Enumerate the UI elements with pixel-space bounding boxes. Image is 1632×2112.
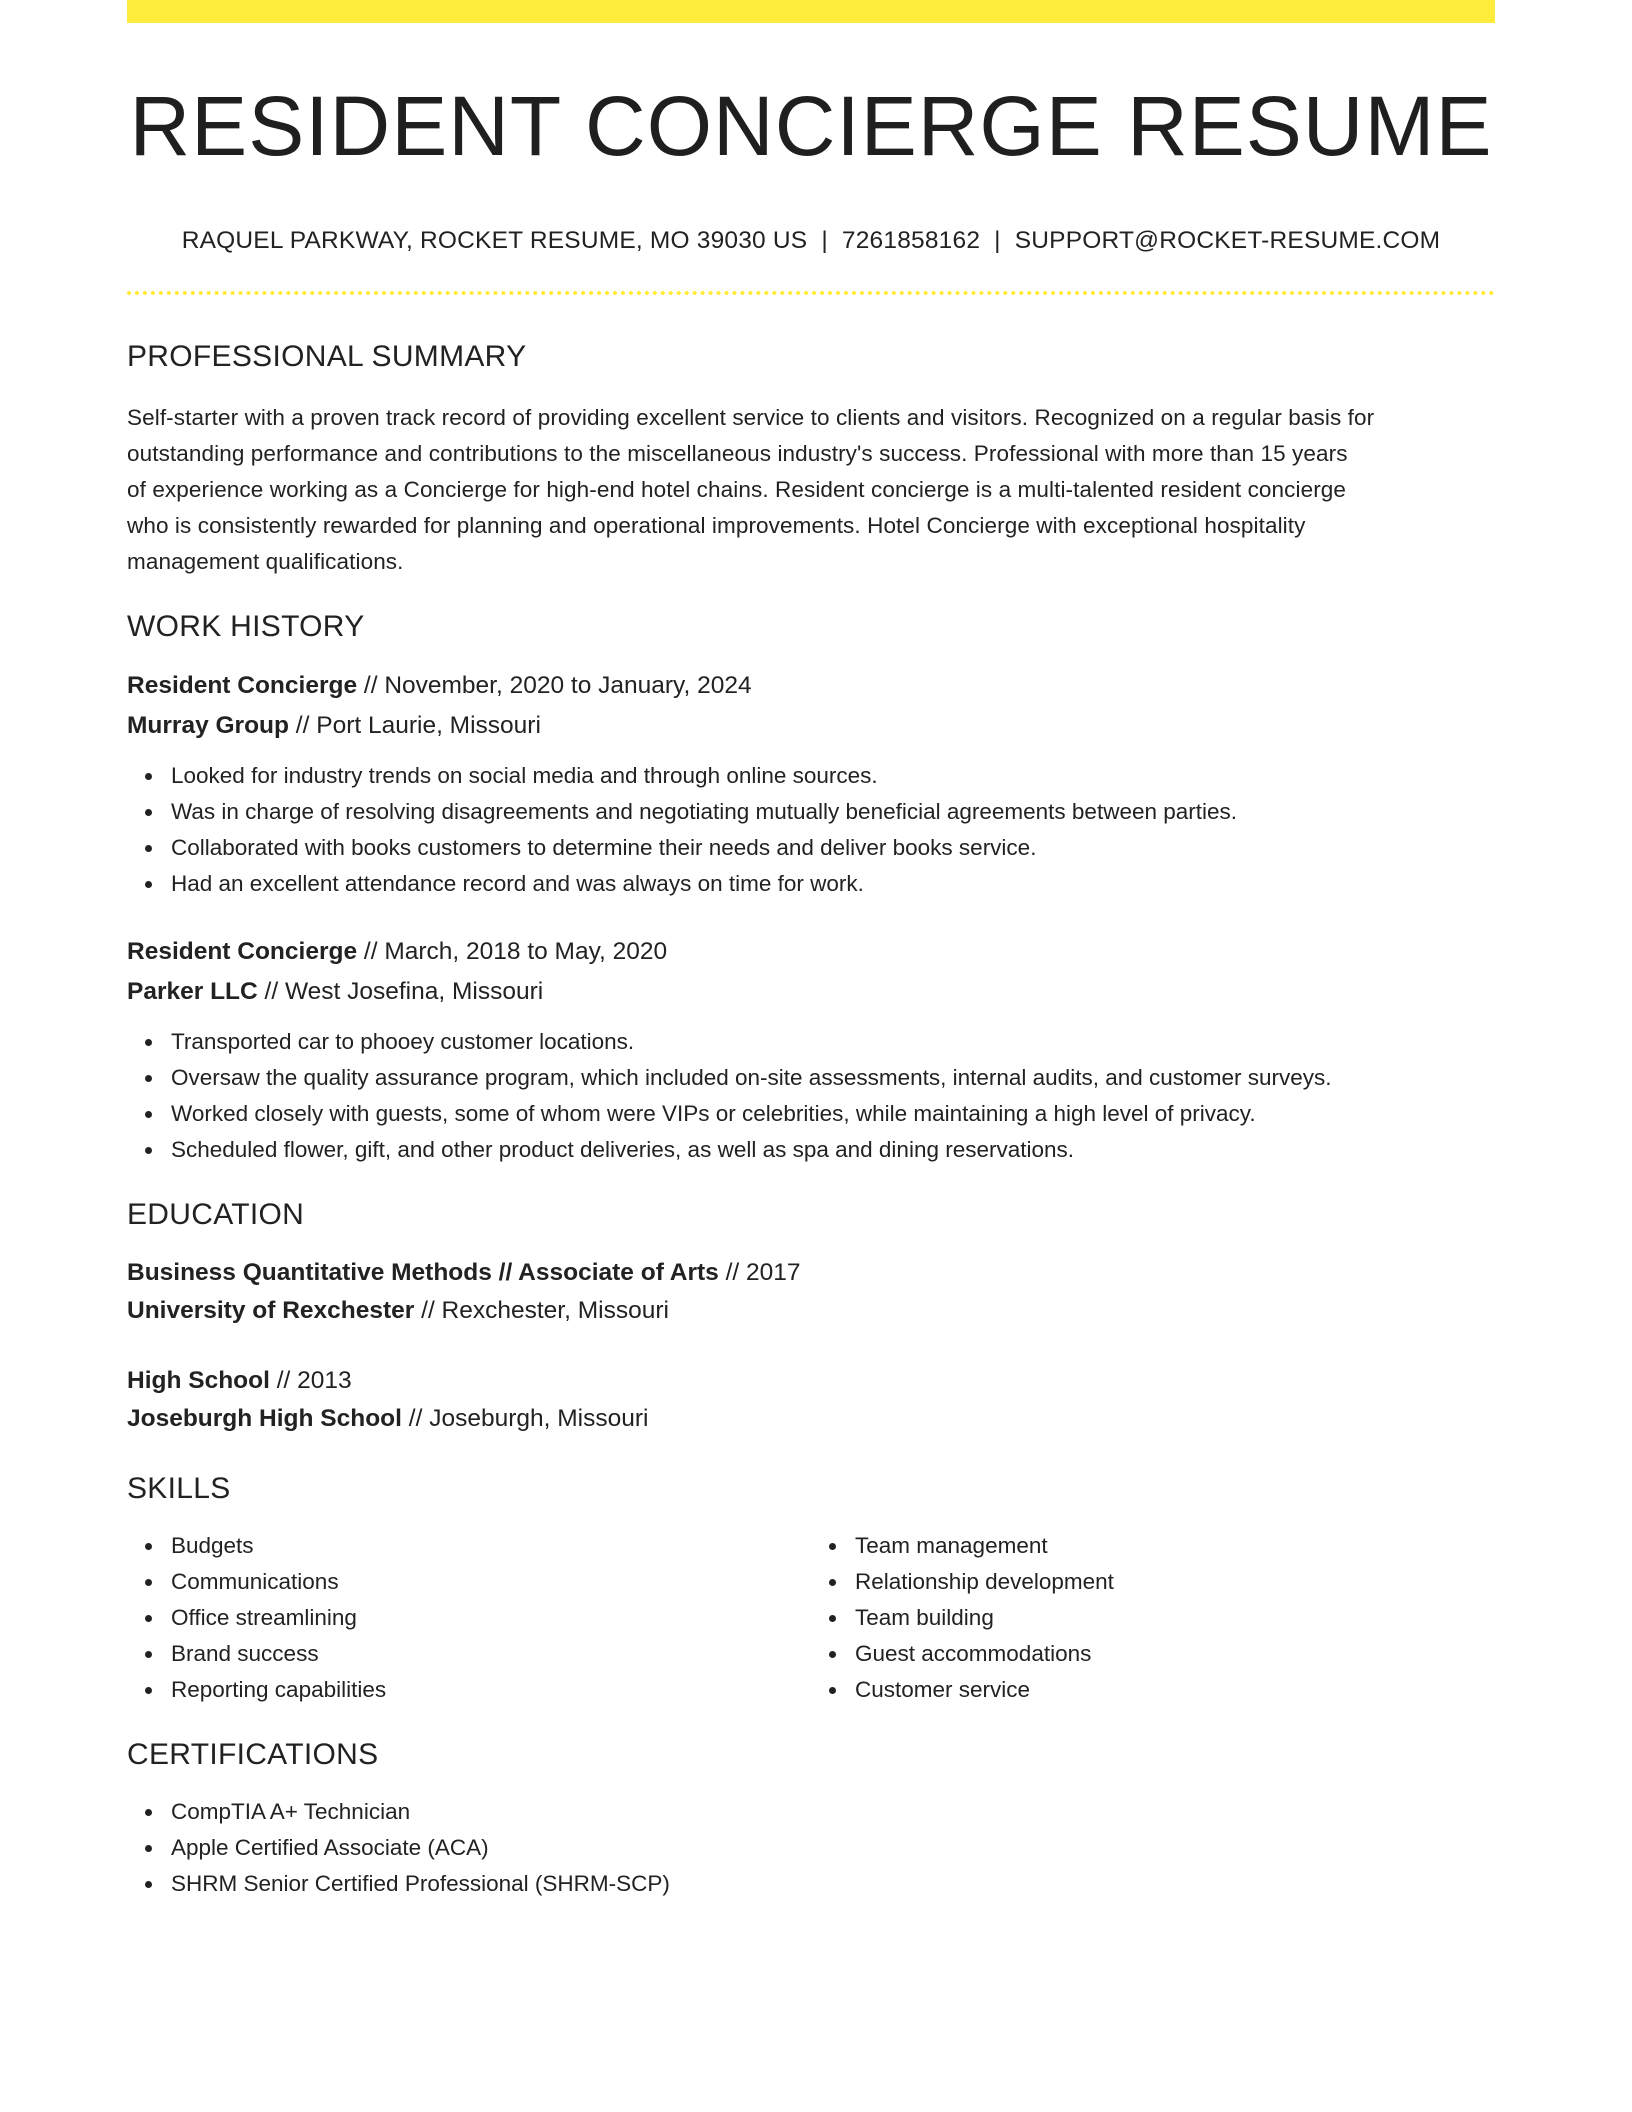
skills-grid: [127, 1528, 1495, 1708]
accent-bar: [127, 0, 1495, 23]
list-item: Oversaw the quality assurance program, which included on-site assessments, internal audits, and customer surveys.: [171, 1060, 1495, 1096]
skills-column-right: [811, 1528, 1495, 1708]
list-item: Customer service: [855, 1672, 1495, 1708]
job-entry: [127, 666, 1495, 902]
education-school: University of Rexchester: [127, 1296, 415, 1324]
job-location: // Port Laurie, Missouri: [289, 711, 541, 739]
summary-line: outstanding performance and contributions to the miscellaneous industry's success. Professional with more than 15 years: [127, 440, 1348, 466]
education-heading: EDUCATION: [127, 1197, 305, 1231]
job-bullets: [127, 1024, 1495, 1168]
job-title: Resident Concierge: [127, 671, 358, 699]
skills-column-left: [127, 1528, 811, 1708]
education-location: // Joseburgh, Missouri: [401, 1404, 649, 1432]
education-degree-line: [127, 1254, 1495, 1292]
education-entry: [127, 1254, 1495, 1330]
list-item: Team building: [855, 1600, 1495, 1636]
job-title: Resident Concierge: [127, 937, 358, 965]
contact-line: [127, 227, 1495, 255]
education-degree-line: [127, 1362, 1495, 1400]
summary-line: management qualifications.: [127, 548, 404, 574]
list-item: Guest accommodations: [855, 1636, 1495, 1672]
job-dates: // November, 2020 to January, 2024: [357, 671, 752, 699]
education-location: // Rexchester, Missouri: [414, 1296, 669, 1324]
contact-separator: |: [821, 226, 828, 254]
summary-line: Self-starter with a proven track record of providing excellent service to clients and visitors. Recognized on a regular basis for: [127, 404, 1375, 430]
education-year: // 2017: [718, 1258, 801, 1286]
summary-paragraph: [127, 400, 1495, 580]
education-entry: [127, 1362, 1495, 1438]
list-item: Transported car to phooey customer locations.: [171, 1024, 1495, 1060]
list-item: Office streamlining: [171, 1600, 811, 1636]
education-school-line: [127, 1292, 1495, 1330]
job-entry: [127, 932, 1495, 1168]
job-company-line: [127, 972, 1495, 1012]
list-item: Communications: [171, 1564, 811, 1600]
job-company: Parker LLC: [127, 977, 258, 1005]
list-item: Relationship development: [855, 1564, 1495, 1600]
summary-line: of experience working as a Concierge for high-end hotel chains. Resident concierge is a multi-talented resident concierge: [127, 476, 1347, 502]
education-degree: High School: [127, 1366, 270, 1394]
contact-phone: 7261858162: [841, 226, 981, 254]
education-degree: Business Quantitative Methods // Associate of Arts: [127, 1258, 719, 1286]
list-item: Collaborated with books customers to determine their needs and deliver books service.: [171, 830, 1495, 866]
list-item: Team management: [855, 1528, 1495, 1564]
resume-title: RESIDENT CONCIERGE RESUME: [129, 79, 1493, 173]
list-item: Had an excellent attendance record and was always on time for work.: [171, 866, 1495, 902]
job-location: // West Josefina, Missouri: [257, 977, 544, 1005]
certifications-list: [127, 1794, 1495, 1902]
list-item: Apple Certified Associate (ACA): [171, 1830, 1495, 1866]
contact-separator: |: [994, 226, 1001, 254]
job-bullets: [127, 758, 1495, 902]
contact-email: SUPPORT@ROCKET-RESUME.COM: [1014, 226, 1441, 254]
education-school-line: [127, 1400, 1495, 1438]
list-item: Looked for industry trends on social media and through online sources.: [171, 758, 1495, 794]
contact-address: RAQUEL PARKWAY, ROCKET RESUME, MO 39030 US: [181, 226, 808, 254]
list-item: CompTIA A+ Technician: [171, 1794, 1495, 1830]
education-year: // 2013: [269, 1366, 352, 1394]
job-company-line: [127, 706, 1495, 746]
list-item: Reporting capabilities: [171, 1672, 811, 1708]
job-dates: // March, 2018 to May, 2020: [357, 937, 668, 965]
summary-line: who is consistently rewarded for planning and operational improvements. Hotel Concierge with exceptional hospitality: [127, 512, 1306, 538]
list-item: Worked closely with guests, some of whom were VIPs or celebrities, while maintaining a high level of privacy.: [171, 1096, 1495, 1132]
resume-page: [127, 0, 1495, 1902]
list-item: Was in charge of resolving disagreements and negotiating mutually beneficial agreements between parties.: [171, 794, 1495, 830]
job-title-line: [127, 666, 1495, 706]
job-title-line: [127, 932, 1495, 972]
certifications-heading: CERTIFICATIONS: [127, 1737, 379, 1771]
list-item: SHRM Senior Certified Professional (SHRM-SCP): [171, 1866, 1495, 1902]
skills-heading: SKILLS: [127, 1471, 231, 1505]
list-item: Budgets: [171, 1528, 811, 1564]
list-item: Scheduled flower, gift, and other product deliveries, as well as spa and dining reservations.: [171, 1132, 1495, 1168]
education-school: Joseburgh High School: [127, 1404, 402, 1432]
work-history-heading: WORK HISTORY: [127, 609, 365, 643]
list-item: Brand success: [171, 1636, 811, 1672]
summary-heading: PROFESSIONAL SUMMARY: [127, 339, 527, 373]
dotted-divider: [127, 291, 1495, 295]
job-company: Murray Group: [127, 711, 289, 739]
